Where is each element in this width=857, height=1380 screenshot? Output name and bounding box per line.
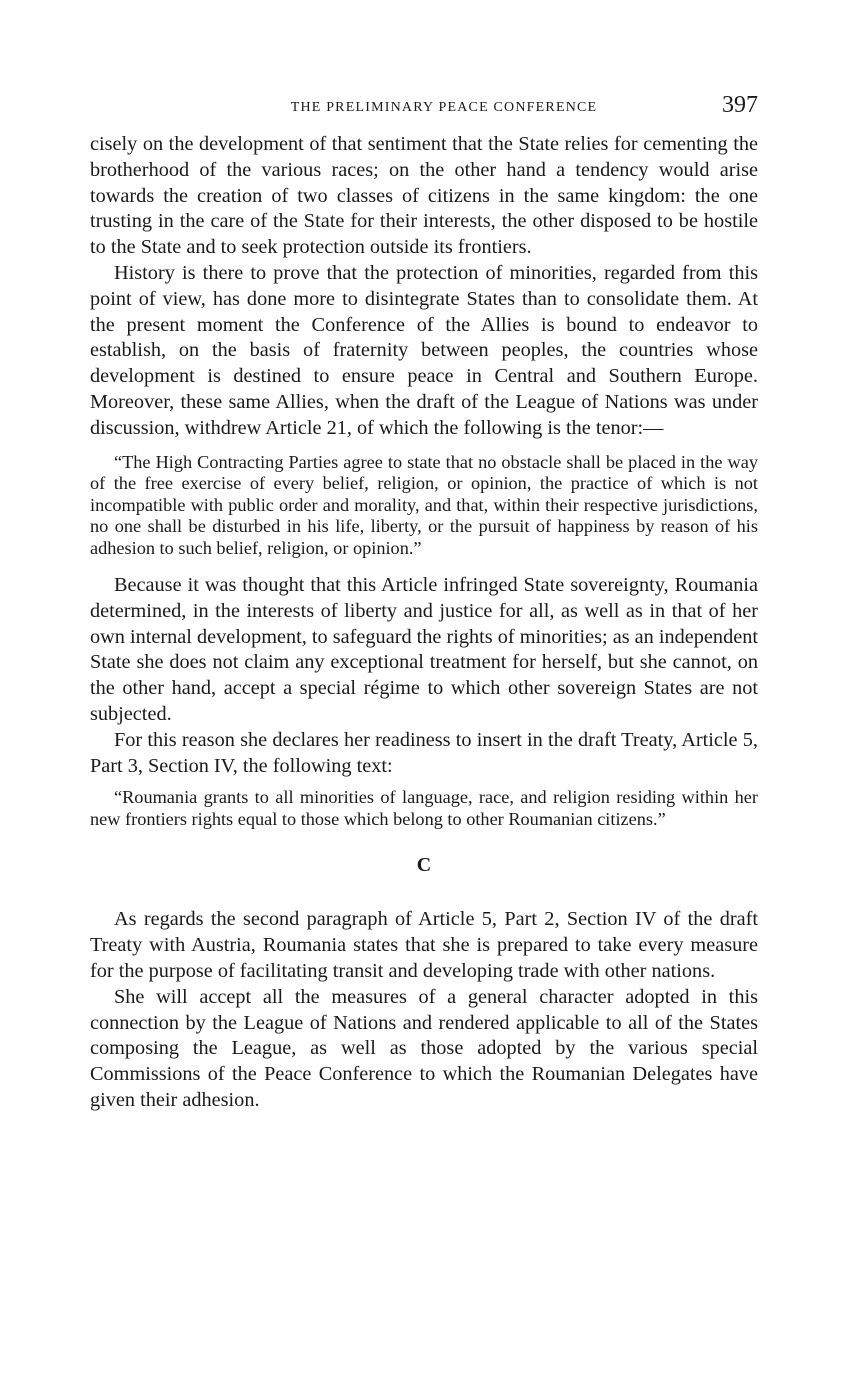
- block-quote-roumania: “Roumania grants to all minorities of language, race, and religion residing within her new frontiers rights equal to those which belong to other Roumanian citizens.”: [90, 787, 758, 829]
- block-quote-article-21: “The High Contracting Parties agree to state that no obstacle shall be placed in the way of the free exercise of every belief, religion, or opinion, the practice of which is not incompatible with public order and morality, and that, within their respective jurisdictions, no one shall be disturbed in his life, liberty, or the pursuit of happiness by reason of his adhesion to such belief, religion, or opinion.”: [90, 451, 758, 558]
- section-heading: C: [416, 854, 432, 877]
- paragraph-2: History is there to prove that the protection of minorities, regarded from this point of view, has done more to disintegrate States than to consolidate them. At the present moment the Conference of the Allies is bound to endeavor to establish, on the basis of fraternity between peoples, the countries whose development is destined to ensure peace in Central and Southern Europe. Moreover, these same Allies, when the draft of the League of Nations was under discussion, withdrew Article 21, of which the following is the tenor:—: [90, 261, 758, 439]
- paragraph-6: She will accept all the measures of a general character adopted in this connection by the League of Nations and rendered applicable to all of the States composing the League, as well as those adopted by the various special Commissions of the Peace Conference to which the Roumanian Delegates have given their adhesion.: [90, 985, 758, 1112]
- paragraph-4: For this reason she declares her readiness to insert in the draft Treaty, Article 5, Part 3, Section IV, the following text:: [90, 728, 758, 777]
- paragraph-3: Because it was thought that this Article infringed State sovereignty, Roumania determined, in the interests of liberty and justice for all, as well as in that of her own internal development, to safeguard the rights of minorities; as an independent State she does not claim any exceptional treatment for herself, but she cannot, on the other hand, accept a special régime to which other sovereign States are not subjected.: [90, 574, 758, 726]
- running-head: THE PRELIMINARY PEACE CONFERENCE: [290, 100, 598, 115]
- paragraph-1: cisely on the development of that sentiment that the State relies for cementing the brotherhood of the various races; on the other hand a tendency would arise towards the creation of two classes of citizens in the same kingdom: the one trusting in the care of the State for their interests, the other disposed to be hostile to the State and to seek protection outside its frontiers.: [90, 133, 758, 259]
- page-header: [90, 92, 758, 124]
- page-number: 397: [722, 92, 758, 118]
- paragraph-5: As regards the second paragraph of Article 5, Part 2, Section IV of the draft Treaty with Austria, Roumania states that she is prepared to take every measure for the purpose of facilitating transit and developing trade with other nations.: [90, 908, 758, 983]
- page: [90, 92, 758, 1114]
